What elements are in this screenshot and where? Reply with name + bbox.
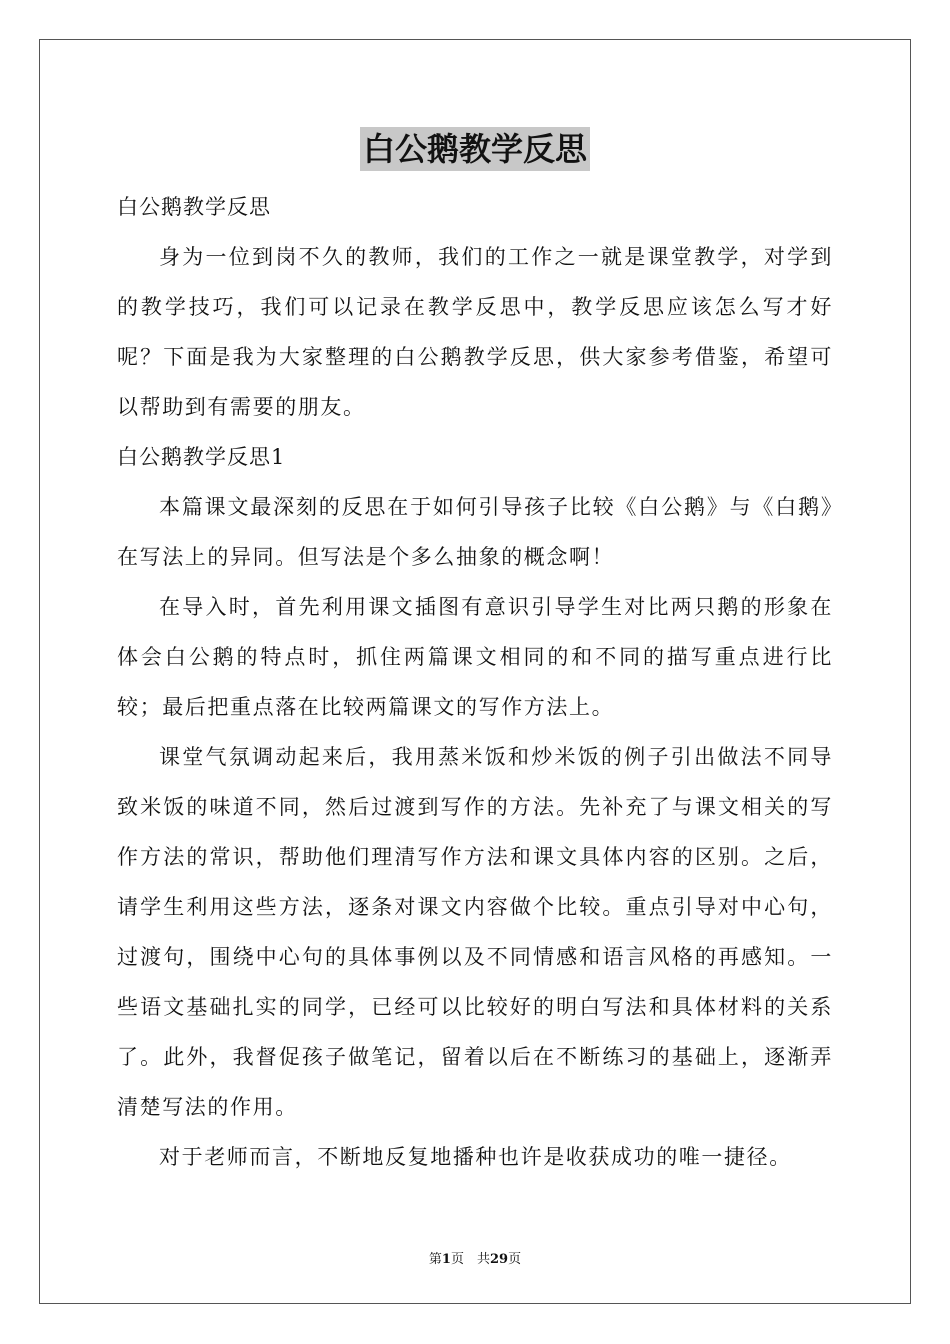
subtitle: 白公鹅教学反思: [117, 195, 271, 219]
document-title: [117, 126, 833, 172]
page-footer: [0, 1248, 950, 1267]
body-paragraph: 对于老师而言，不断地反复地播种也许是收获成功的唯一捷径。: [159, 1145, 792, 1169]
intro-paragraph: 身为一位到岗不久的教师，我们的工作之一就是课堂教学，对学到的教学技巧，我们可以记录在教学反思中，教学反思应该怎么写才好呢？下面是我为大家整理的白公鹅教学反思，供大家参考借鉴，希望可以帮助到有需要的朋友。: [117, 245, 833, 419]
page-suffix: 页: [508, 1252, 522, 1267]
document-body: [117, 126, 833, 1182]
page-prefix: 第: [428, 1252, 442, 1267]
page-mid: 页 共: [450, 1252, 490, 1267]
page-current: 1: [441, 1252, 451, 1267]
body-paragraph: 课堂气氛调动起来后，我用蒸米饭和炒米饭的例子引出做法不同导致米饭的味道不同，然后过渡到写作的方法。先补充了与课文相关的写作方法的常识，帮助他们理清写作方法和课文具体内容的区别。之后，请学生利用这些方法，逐条对课文内容做个比较。重点引导对中心句，过渡句，围绕中心句的具体事例以及不同情感和语言风格的再感知。一些语文基础扎实的同学，已经可以比较好的明白写法和具体材料的关系了。此外，我督促孩子做笔记，留着以后在不断练习的基础上，逐渐弄清楚写法的作用。: [117, 745, 833, 1119]
title-highlight: 白公鹅教学反思: [360, 127, 590, 171]
section-heading: 白公鹅教学反思1: [117, 445, 286, 469]
body-paragraph: 在导入时，首先利用课文插图有意识引导学生对比两只鹅的形象在体会白公鹅的特点时，抓住两篇课文相同的和不同的描写重点进行比较；最后把重点落在比较两篇课文的写作方法上。: [117, 595, 833, 719]
page-total: 29: [489, 1252, 509, 1267]
body-paragraph: 本篇课文最深刻的反思在于如何引导孩子比较《白公鹅》与《白鹅》在写法上的异同。但写法是个多么抽象的概念啊！: [117, 495, 833, 569]
